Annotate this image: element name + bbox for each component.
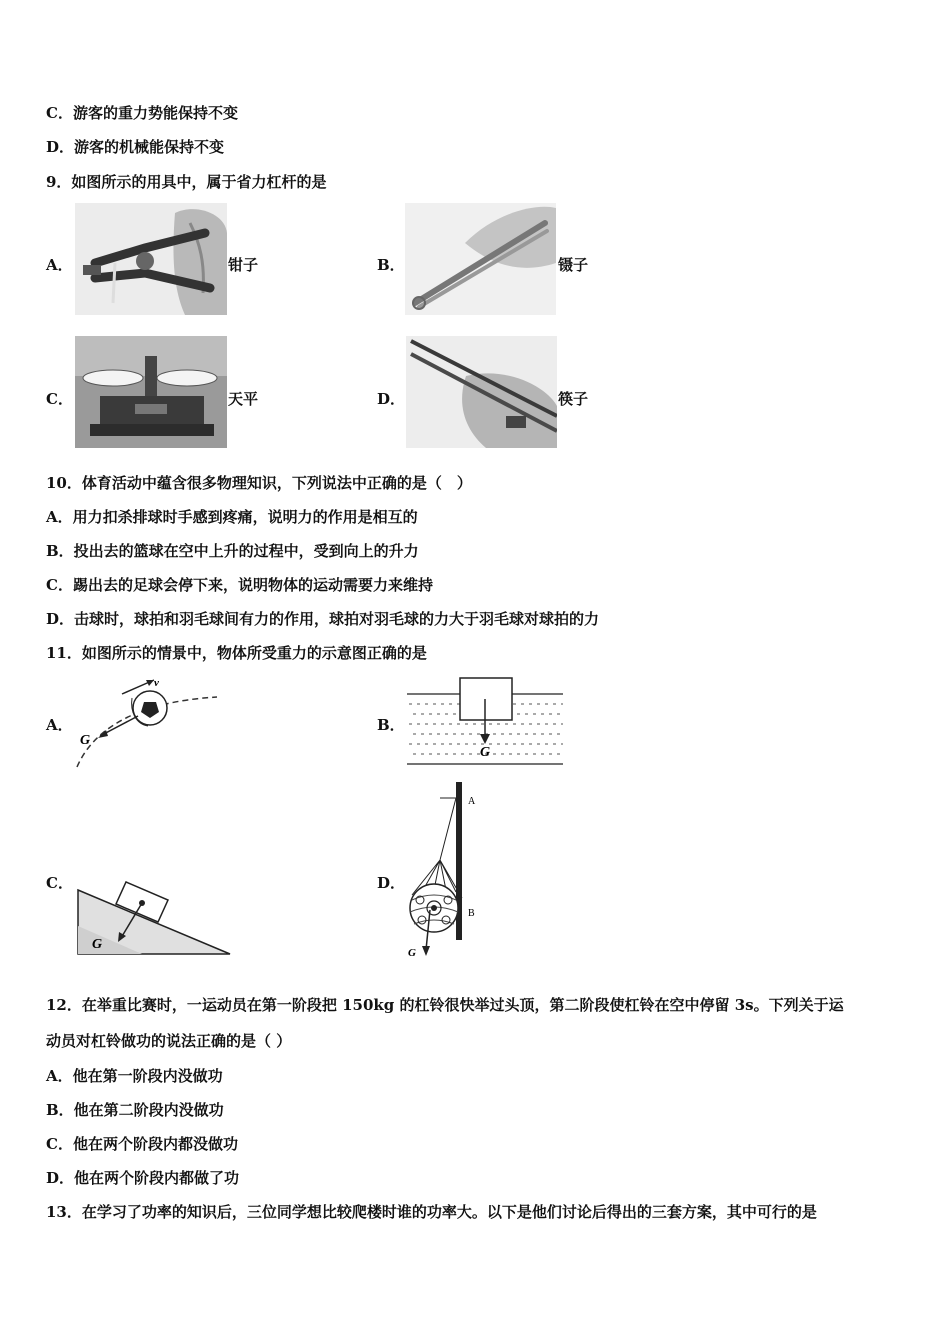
q11-option-a-label: A． bbox=[46, 716, 73, 734]
q10-option-c: C．踢出去的足球会停下来，说明物体的运动需要力来维持 bbox=[46, 576, 433, 594]
q9-option-a-caption: 钳子 bbox=[228, 256, 259, 274]
hanging-ball-in-net-diagram bbox=[400, 780, 490, 960]
q12-stem-line2: 动员对杠铃做功的说法正确的是（ ） bbox=[46, 1032, 292, 1050]
q13-stem: 13．在学习了功率的知识后，三位同学想比较爬楼时谁的功率大。以下是他们讨论后得出的三套方案，其中可行的是 bbox=[46, 1203, 817, 1221]
q10-option-d: D．击球时，球拍和羽毛球间有力的作用，球拍对羽毛球的力大于羽毛球对球拍的力 bbox=[46, 610, 600, 628]
q10-option-a: A．用力扣杀排球时手感到疼痛，说明力的作用是相互的 bbox=[46, 508, 418, 526]
q9-option-c-caption: 天平 bbox=[228, 390, 259, 408]
q11-stem: 11．如图所示的情景中，物体所受重力的示意图正确的是 bbox=[46, 644, 427, 662]
pliers-photo bbox=[75, 203, 227, 315]
flying-soccer-ball-diagram bbox=[72, 672, 222, 772]
block-on-incline-diagram bbox=[72, 876, 232, 958]
q10-option-b: B．投出去的篮球在空中上升的过程中，受到向上的升力 bbox=[46, 542, 419, 560]
gravity-label-a: G bbox=[80, 733, 91, 748]
q10-stem: 10．体育活动中蕴含很多物理知识，下列说法中正确的是（ ） bbox=[46, 474, 472, 492]
q9-option-a-label: A． bbox=[46, 256, 73, 274]
gravity-label-d: G bbox=[408, 947, 416, 959]
chopsticks-photo bbox=[406, 336, 557, 448]
q9-option-d-caption: 筷子 bbox=[558, 390, 589, 408]
q12-option-a: A．他在第一阶段内没做功 bbox=[46, 1067, 223, 1085]
q8-option-c: C．游客的重力势能保持不变 bbox=[46, 104, 238, 122]
gravity-label-b: G bbox=[480, 745, 491, 760]
q9-stem: 9．如图所示的用具中，属于省力杠杆的是 bbox=[46, 173, 327, 191]
q11-option-b-label: B． bbox=[377, 716, 405, 734]
q12-option-d: D．他在两个阶段内都做了功 bbox=[46, 1169, 240, 1187]
q11-option-d-label: D． bbox=[377, 874, 406, 892]
q9-option-c-label: C． bbox=[46, 390, 73, 408]
tweezers-photo bbox=[405, 203, 556, 315]
q9-option-b-label: B． bbox=[377, 256, 405, 274]
wall-point-a-label: A bbox=[468, 796, 476, 807]
q9-option-b-caption: 镊子 bbox=[558, 256, 589, 274]
q11-option-c-label: C． bbox=[46, 874, 73, 892]
wall-point-b-label: B bbox=[468, 908, 475, 919]
gravity-label-c: G bbox=[92, 937, 103, 952]
q12-stem-line1: 12．在举重比赛时，一运动员在第一阶段把 150kg 的杠铃很快举过头顶，第二阶段使杠铃在空中停留 3s。下列关于运 bbox=[46, 996, 844, 1014]
floating-block-diagram bbox=[405, 672, 565, 772]
velocity-label: v bbox=[154, 677, 159, 689]
balance-scale-photo bbox=[75, 336, 227, 448]
q12-option-c: C．他在两个阶段内都没做功 bbox=[46, 1135, 238, 1153]
q12-option-b: B．他在第二阶段内没做功 bbox=[46, 1101, 224, 1119]
q9-option-d-label: D． bbox=[377, 390, 406, 408]
q8-option-d: D．游客的机械能保持不变 bbox=[46, 138, 225, 156]
